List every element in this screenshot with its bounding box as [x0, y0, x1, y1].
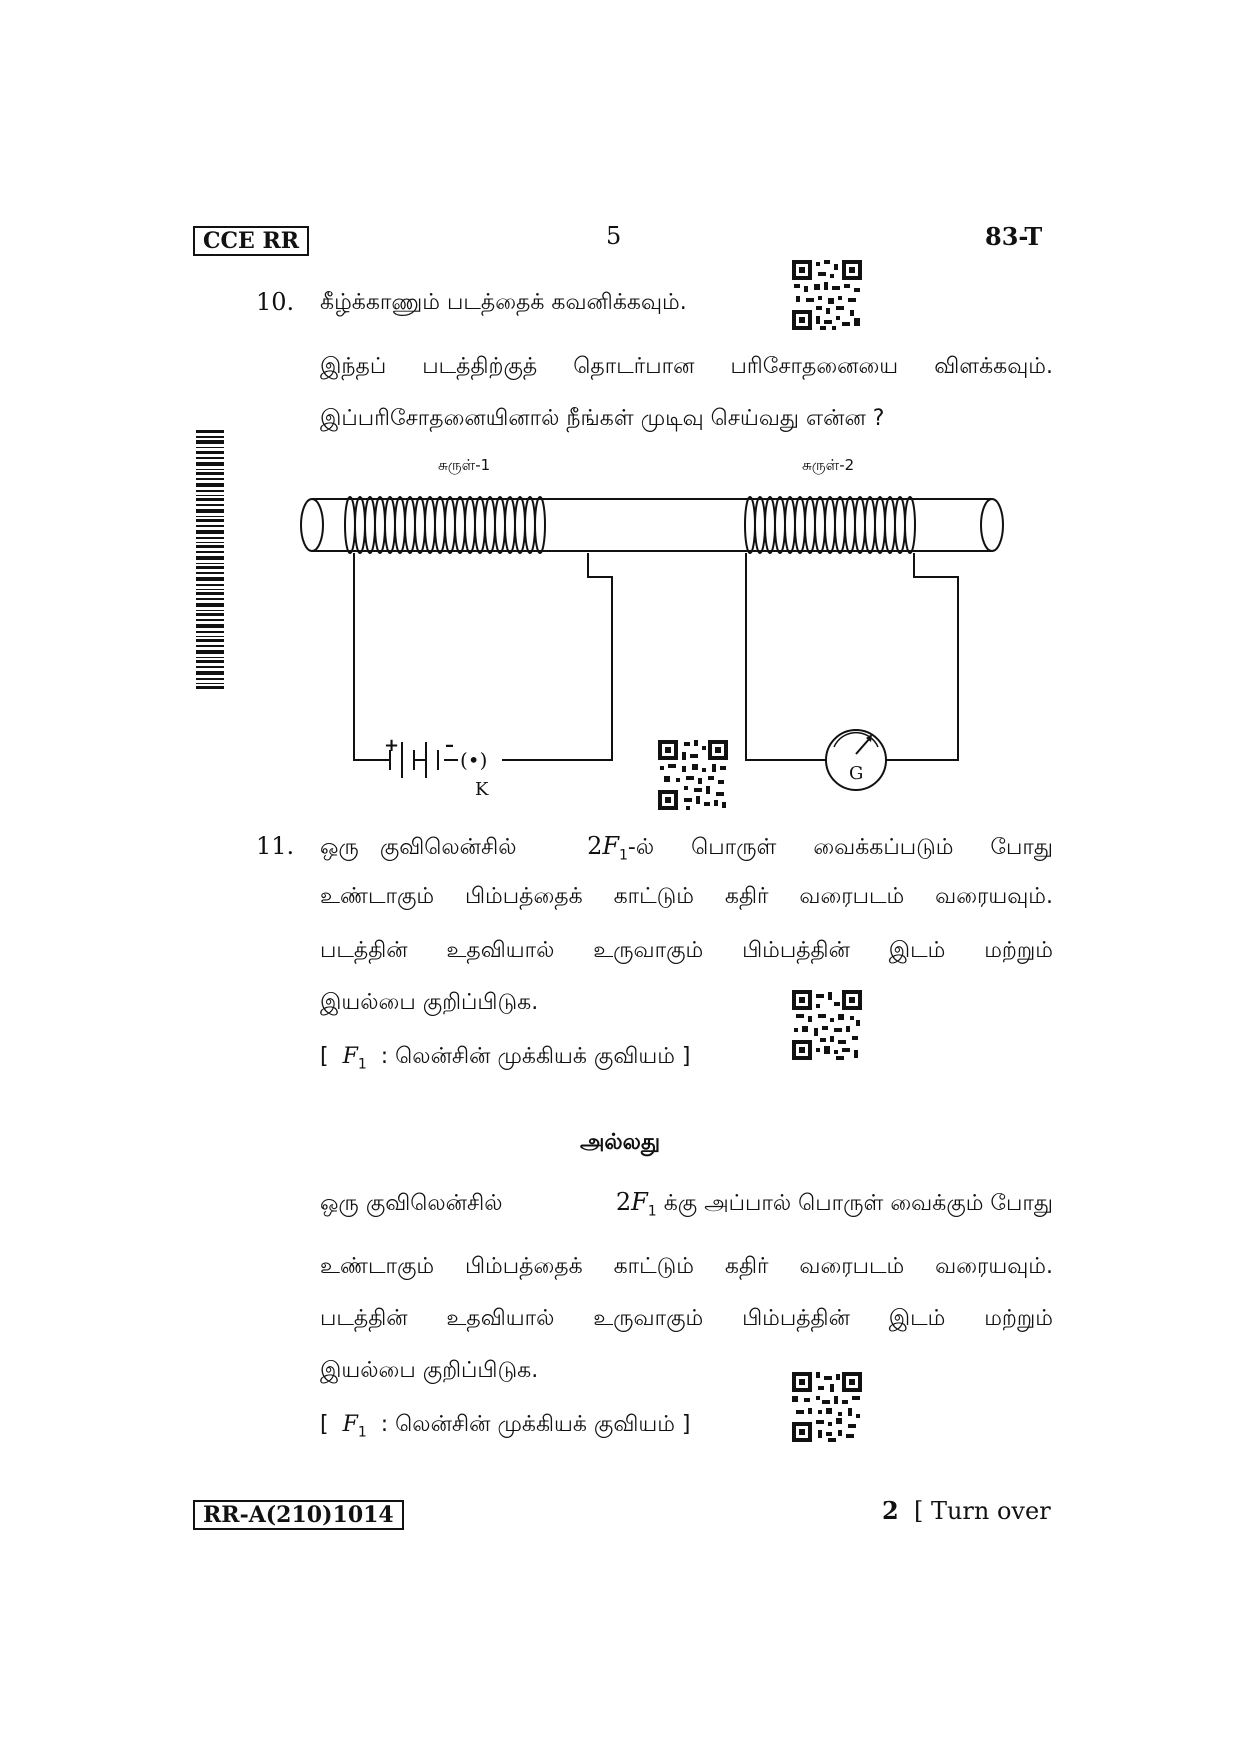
- question-11-alt-line-4: இயல்பை குறிப்பிடுக.: [320, 1358, 539, 1383]
- question-11-alt-line-1: [320, 1188, 1053, 1219]
- coil-2: [745, 497, 915, 553]
- key-label: K: [475, 779, 489, 800]
- question-11-line-3: படத்தின் உதவியால் உருவாகும் பிம்பத்தின் இடம் மற்றும்: [320, 938, 1053, 963]
- question-11-line-2: உண்டாகும் பிம்பத்தைக் காட்டும் கதிர் வரைபடம் வரையவும்.: [320, 884, 1053, 909]
- q11-note-f-sub: 1: [357, 1056, 367, 1073]
- question-11-number: 11.: [256, 832, 295, 860]
- battery-minus-sign: –: [445, 735, 454, 756]
- battery-plus-sign: +: [384, 735, 400, 756]
- or-heading: அல்லது: [579, 1130, 661, 1155]
- qr-code-icon: [792, 990, 862, 1060]
- qr-code-icon: [792, 260, 862, 330]
- question-11-note: [320, 1044, 691, 1072]
- q11-alt-f-sub: 1: [647, 1203, 657, 1220]
- question-10-instruction: கீழ்க்காணும் படத்தைக் கவனிக்கவும்.: [320, 290, 687, 315]
- question-11-line-4: இயல்பை குறிப்பிடுக.: [320, 990, 539, 1015]
- q11-alt-line1-post: க்கு அப்பால் பொருள் வைக்கும் போது: [663, 1191, 1053, 1216]
- footer-right: [882, 1496, 1051, 1525]
- question-10-line-1: இந்தப் படத்திற்குத் தொடர்பான பரிசோதனையை விளக்கவும்.: [320, 354, 1053, 379]
- q11-alt-note-text: : லென்சின் முக்கியக் குவியம் ]: [380, 1412, 691, 1437]
- primary-circuit-wires: [354, 553, 612, 760]
- q11-2f1-expression: [587, 832, 1053, 863]
- q11-f-symbol: F: [602, 832, 619, 860]
- q11-line1-pre: ஒரு குவிலென்சில்: [320, 835, 517, 860]
- tube-left-end: [301, 499, 323, 551]
- q11-note-open: [: [320, 1044, 329, 1069]
- paper-code: 83-T: [985, 222, 1043, 251]
- q11-alt-f-symbol: F: [631, 1188, 648, 1216]
- barcode-icon: [196, 430, 224, 690]
- question-10-line-2: இப்பரிசோதனையினால் நீங்கள் முடிவு செய்வது என்ன ?: [320, 406, 885, 431]
- q11-alt-line1-pre: ஒரு குவிலென்சில்: [320, 1191, 503, 1216]
- qr-code-icon: [658, 740, 728, 810]
- galvanometer-label: G: [849, 763, 864, 784]
- q11-alt-note-f-sub: 1: [357, 1424, 367, 1441]
- q11-note-f-symbol: F: [342, 1044, 358, 1069]
- coil-2-label: சுருள்-2: [802, 456, 855, 474]
- question-10-number: 10.: [256, 288, 295, 316]
- tube-right-end: [981, 499, 1003, 551]
- q11-alt-2f1-expression: [616, 1188, 1053, 1219]
- q11-note-text: : லென்சின் முக்கியக் குவியம் ]: [380, 1044, 691, 1069]
- coil-1: [345, 497, 545, 553]
- footer-code-box: RR-A(210)1014: [193, 1500, 404, 1530]
- page-number: 5: [606, 222, 622, 250]
- q11-alt-coef: 2: [615, 1188, 632, 1216]
- turn-over-label: [ Turn over: [913, 1497, 1051, 1525]
- header-code-box: CCE RR: [193, 226, 309, 256]
- coil-1-label: சுருள்-1: [438, 456, 491, 474]
- question-11-alt-note: [320, 1412, 691, 1440]
- question-11-alt-line-3: படத்தின் உதவியால் உருவாகும் பிம்பத்தின் இடம் மற்றும்: [320, 1306, 1053, 1331]
- question-11-line-1: [320, 832, 1053, 863]
- question-11-alt-line-2: உண்டாகும் பிம்பத்தைக் காட்டும் கதிர் வரைபடம் வரையவும்.: [320, 1254, 1053, 1279]
- key-symbol: (•): [460, 748, 488, 772]
- q11-f-sub: 1: [619, 847, 628, 864]
- q11-alt-note-open: [: [320, 1412, 329, 1437]
- q11-coef: 2: [587, 832, 603, 860]
- qr-code-icon: [792, 1372, 862, 1442]
- secondary-circuit-wires: [746, 553, 958, 760]
- q11-line1-post: -ல் பொருள் வைக்கப்படும் போது: [627, 835, 1053, 860]
- q11-alt-note-f-symbol: F: [342, 1412, 358, 1437]
- footer-page-count: 2: [882, 1496, 899, 1525]
